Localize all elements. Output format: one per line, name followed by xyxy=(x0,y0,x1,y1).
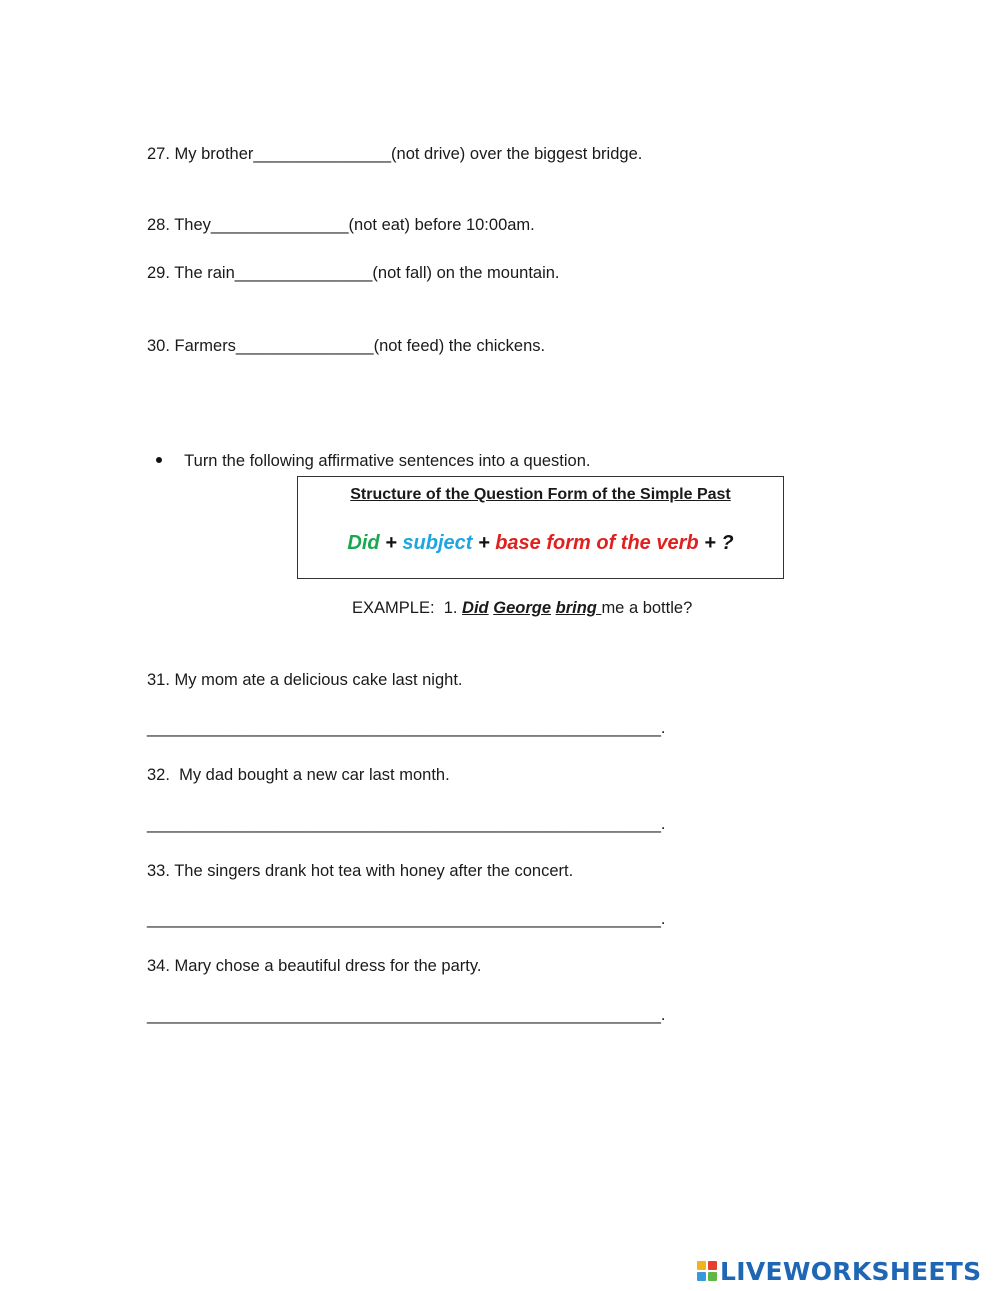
example-prefix: EXAMPLE: 1. xyxy=(352,599,463,617)
liveworksheets-logo-icon xyxy=(697,1261,717,1281)
formula-plus: + xyxy=(472,532,496,554)
example-rest: me a bottle? xyxy=(601,599,693,617)
exercise-32: 32. My dad bought a new car last month. xyxy=(147,766,450,784)
exercise-33: 33. The singers drank hot tea with honey after the concert. xyxy=(147,862,574,880)
instruction-text: Turn the following affirmative sentences into a question. xyxy=(184,452,591,470)
structure-formula xyxy=(298,532,783,555)
example-subject: George xyxy=(493,599,552,617)
structure-box xyxy=(297,476,784,579)
exercise-27: 27. My brother_______________(not drive) over the biggest bridge. xyxy=(147,145,643,163)
answer-line-32[interactable]: ________________________________________________________. xyxy=(147,815,666,833)
answer-line-31[interactable]: ________________________________________________________. xyxy=(147,719,666,737)
example-line xyxy=(352,598,692,618)
example-verb: bring xyxy=(555,599,602,617)
formula-subject: subject xyxy=(402,532,473,554)
formula-base-verb: base form of the verb xyxy=(495,532,699,554)
liveworksheets-logo xyxy=(697,1256,981,1286)
answer-line-34[interactable]: ________________________________________________________. xyxy=(147,1006,666,1024)
answer-line-33[interactable]: ________________________________________________________. xyxy=(147,910,666,928)
formula-question-mark: + ? xyxy=(698,532,734,554)
bullet-icon xyxy=(156,457,162,463)
exercise-29: 29. The rain_______________(not fall) on the mountain. xyxy=(147,264,560,282)
exercise-30: 30. Farmers_______________(not feed) the chickens. xyxy=(147,337,546,355)
logo-text: LIVEWORKSHEETS xyxy=(720,1256,982,1286)
exercise-28: 28. They_______________(not eat) before 10:00am. xyxy=(147,216,535,234)
formula-plus: + xyxy=(379,532,403,554)
exercise-34: 34. Mary chose a beautiful dress for the party. xyxy=(147,957,482,975)
instruction xyxy=(147,431,590,471)
structure-title: Structure of the Question Form of the Simple Past xyxy=(350,486,731,503)
example-did: Did xyxy=(462,599,489,617)
exercise-31: 31. My mom ate a delicious cake last night. xyxy=(147,671,463,689)
formula-did: Did xyxy=(347,532,380,554)
